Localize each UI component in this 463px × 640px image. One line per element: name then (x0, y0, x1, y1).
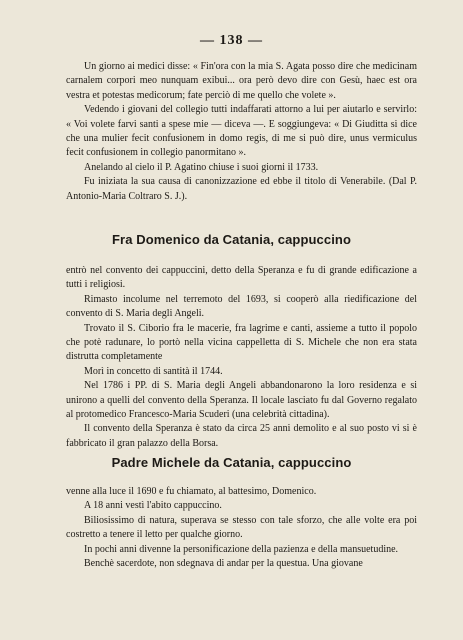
paragraph: Morì in concetto di santità il 1744. (84, 365, 223, 377)
paragraph: Benchè sacerdote, non sdegnava di andar per la questua. Una giovane (84, 558, 363, 570)
paragraph: Biliosissimo di natura, superava se stesso con tale sforzo, che alle volte era poi costretto a tenere il letto per qualche giorno. (66, 514, 417, 541)
paragraph: Nel 1786 i PP. di S. Maria degli Angeli abbandonarono la loro residenza e si unirono a quelli del convento della Speranza. Il locale lasciato fu dal Governo regalato al protomedico Francesco-Maria Scuderi (una celebrità cittadina). (66, 380, 417, 421)
paragraph: Vedendo i giovani del collegio tutti indaffarati attorno a lui per aiutarlo e servirlo: « Voi volete farvi santi a spese mie — diceva —. E soggiungeva: « Di Giuditta si dice che una mulier fecit confusionem in domo regis, di me si può dire, unus vermiculus fecit confusionem in collegio panormitano ». (66, 104, 417, 159)
paragraph: In pochi anni divenne la personificazione della pazienza e della mansuetudine. (84, 543, 399, 555)
section-padre-michele-text (66, 485, 417, 571)
paragraph: Fu iniziata la sua causa di canonizzazione ed ebbe il titolo di Venerabile. (Dal P. Antonio-Maria Coltraro S. J.). (66, 176, 417, 202)
paragraph: venne alla luce il 1690 e fu chiamato, al battesimo, Domenico. (66, 486, 317, 497)
paragraph: A 18 anni vestì l'abito cappuccino. (84, 500, 222, 512)
section-padre-agatino-text (66, 60, 417, 204)
section-heading-padre-michele: Padre Michele da Catania, cappuccino (111, 455, 352, 470)
paragraph: Rimasto incolume nel terremoto del 1693, si cooperò alla riedificazione del convento di S. Maria degli Angeli. (66, 293, 417, 320)
paragraph: Un giorno ai medici disse: « Fin'ora con la mia S. Agata posso dire che medicinam carnalem corpori meo nunquam exibui... ora però devo dire con Gesù, haec est ora vestra et potestas medicorum; fate perciò di me quello che volete ». (66, 61, 417, 101)
paragraph: Il convento della Speranza è stato da circa 25 anni demolito e al suo posto vi si è fabbricato il gran palazzo della Borsa. (66, 423, 417, 449)
paragraph: Trovato il S. Ciborio fra le macerie, fra lagrime e canti, assieme a tutto il popolo che potè radunare, lo portò nella vicina cappelletta di S. Michele che non era stata distrutta completamente (66, 322, 417, 363)
paragraph: Anelando al cielo il P. Agatino chiuse i suoi giorni il 1733. (84, 161, 319, 173)
section-heading-fra-domenico: Fra Domenico da Catania, cappuccino (112, 232, 351, 247)
page-number: — 138 — (200, 33, 263, 48)
paragraph: entrò nel convento dei cappuccini, detto della Speranza e fu di grande edificazione a tutti i religiosi. (66, 265, 417, 291)
section-fra-domenico-text (66, 264, 417, 451)
